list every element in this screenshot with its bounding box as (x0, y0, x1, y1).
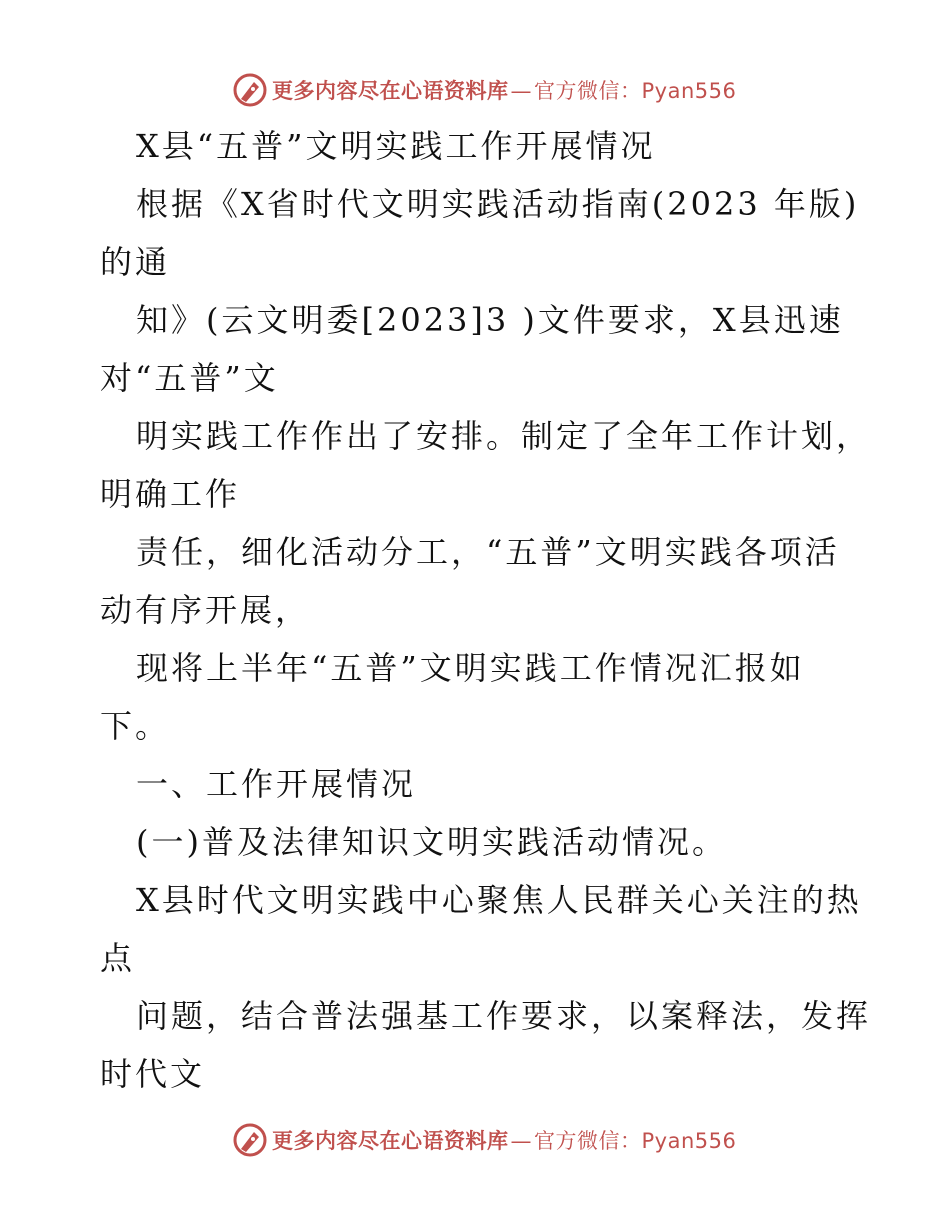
paragraph-line: 下。 (100, 707, 171, 745)
paragraph-line: 动有序开展， (100, 591, 311, 629)
watermark-text (272, 1125, 736, 1155)
subsection-heading: (一)普及法律知识文明实践活动情况。 (136, 823, 727, 861)
paragraph-line: 明确工作 (100, 475, 241, 513)
watermark-contact: 官方微信：Pyan556 (534, 79, 737, 103)
paragraph-line: 现将上半年“五普”文明实践工作情况汇报如 (136, 649, 805, 687)
watermark-footer (232, 1120, 736, 1160)
watermark-brand: 更多内容尽在心语资料库 (272, 79, 509, 103)
paragraph-line: 问题，结合普法强基工作要求，以案释法，发挥 (136, 997, 872, 1035)
watermark-dash: — (510, 79, 532, 103)
watermark-dash: — (510, 1129, 532, 1153)
pen-nib-circle-icon (232, 1122, 268, 1158)
paragraph-line: 根据《X省时代文明实践活动指南(2023 年版) (136, 185, 860, 223)
paragraph-line: 知》(云文明委[2023]3 )文件要求，X县迅速 (136, 301, 844, 339)
paragraph-line: 时代文 (100, 1055, 206, 1093)
paragraph-line: 对“五普”文 (100, 359, 279, 397)
paragraph-line: 明实践工作作出了安排。制定了全年工作计划， (136, 417, 872, 455)
paragraph-line: 的通 (100, 243, 171, 281)
document-title: X县“五普”文明实践工作开展情况 (136, 127, 656, 165)
paragraph-line: 责任，细化活动分工，“五普”文明实践各项活 (136, 533, 840, 571)
paragraph-line: 点 (100, 939, 136, 977)
watermark-contact: 官方微信：Pyan556 (534, 1129, 737, 1153)
watermark-brand: 更多内容尽在心语资料库 (272, 1129, 509, 1153)
section-heading: 一、工作开展情况 (136, 765, 417, 803)
paragraph-line: X县时代文明实践中心聚焦人民群关心关注的热 (136, 881, 862, 919)
